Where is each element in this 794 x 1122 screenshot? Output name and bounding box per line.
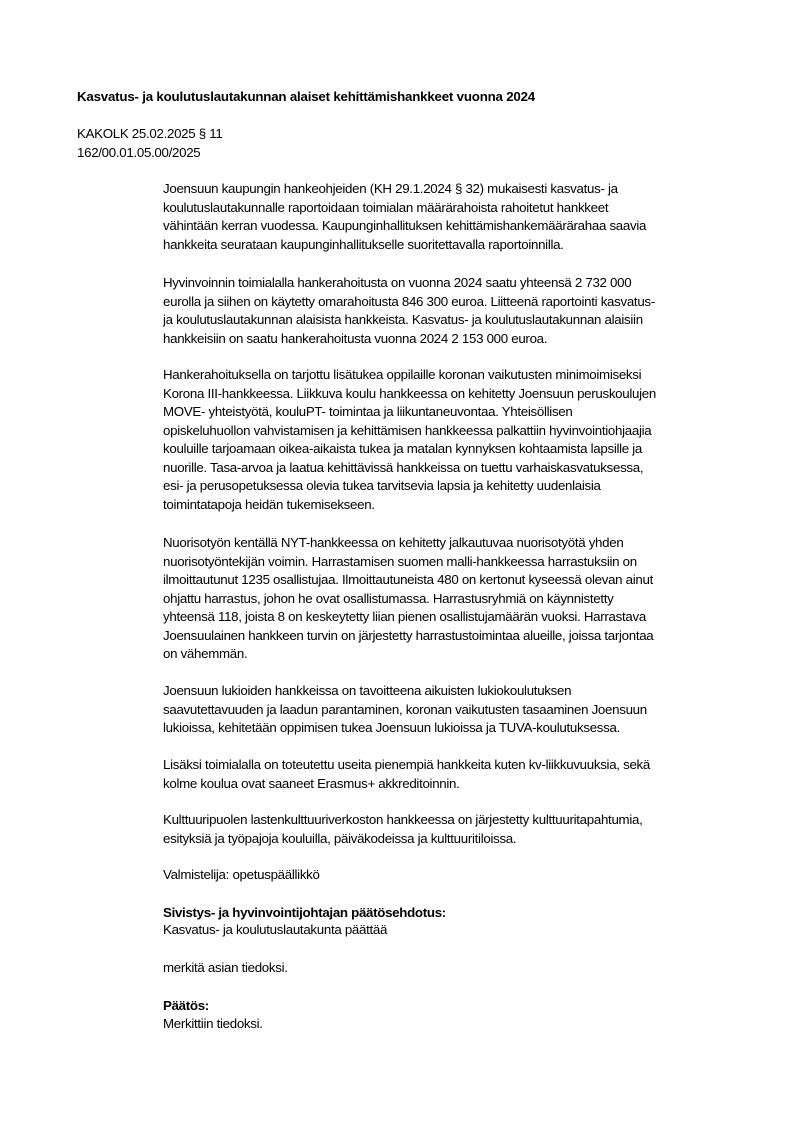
- paragraph-funding-totals: [163, 274, 763, 348]
- text-line: Lisäksi toimialalla on toteutettu useita pienempiä hankkeita kuten kv-liikkuvuuksia, sekä: [163, 757, 650, 772]
- paragraph-support-projects: [163, 366, 763, 514]
- text-line: Hyvinvoinnin toimialalla hankerahoitusta on vuonna 2024 saatu yhteensä 2 732 000: [163, 275, 632, 290]
- text-line: Nuorisotyön kentällä NYT-hankkeessa on kehitetty jalkautuvaa nuorisotyötä yhden: [163, 535, 624, 550]
- text-line: ilmoittautunut 1235 osallistujaa. Ilmoittautuneista 480 on kertonut kyseessä olevan ainut: [163, 572, 653, 587]
- text-line: nuorisotyöntekijän voimin. Harrastamisen suomen malli-hankkeessa harrastuksiin on: [163, 553, 637, 569]
- text-line: nuorille. Tasa-arvoa ja laatua kehittävissä hankkeissa on tuettu varhaiskasvatuksessa,: [163, 459, 644, 475]
- text-line: kolme koulua ovat saaneet Erasmus+ akkreditoinnin.: [163, 775, 460, 791]
- text-line: ja koulutuslautakunnan alaisista hankkeista. Kasvatus- ja koulutuslautakunnan alaisiin: [163, 312, 643, 327]
- record-number: 162/00.01.05.00/2025: [77, 145, 201, 160]
- paragraph-project-guidelines: [163, 180, 763, 254]
- text-line: Joensuun lukioiden hankkeissa on tavoitteena aikuisten lukiokoulutuksen: [163, 683, 572, 698]
- text-line: esi- ja perusopetuksessa olevia tukea tarvitsevia lapsia ja kehitetty uudenlaisia: [163, 478, 601, 493]
- text-line: vähintään kerran vuodessa. Kaupunginhallituksen kehittämishankemäärärahaa saavia: [163, 218, 647, 233]
- text-line: ohjattu harrastus, johon he ovat osallistumassa. Harrastusryhmiä on käynnistetty: [163, 590, 614, 606]
- text-line: koulutuslautakunnalle raportoidaan toimialan määrärahoista rahoitetut hankkeet: [163, 199, 609, 215]
- text-line: Kulttuuripuolen lastenkulttuuriverkoston hankkeessa on järjestetty kulttuuritapahtumia,: [163, 812, 643, 827]
- decision-text: Merkittiin tiedoksi.: [163, 1016, 263, 1031]
- text-line: esityksiä ja työpajoja kouluilla, päiväkodeissa ja kulttuuritiloissa.: [163, 830, 517, 846]
- meeting-reference: KAKOLK 25.02.2025 § 11: [77, 126, 223, 141]
- text-line: saavutettavuuden ja laadun parantaminen, koronan vaikutusten tasaaminen Joensuun: [163, 701, 647, 717]
- text-line: Korona III-hankkeessa. Liikkuva koulu hankkeessa on kehitetty Joensuun peruskoulujen: [163, 385, 656, 401]
- text-line: Joensuulainen hankkeen turvin on järjestetty harrastustoimintaa alueille, joissa tarjontaa: [163, 627, 654, 643]
- text-line: yhteensä 118, joista 8 on keskeytetty liian pienen osallistujamäärän vuoksi. Harrastava: [163, 609, 646, 624]
- decision-heading: Päätös:: [163, 998, 209, 1013]
- text-line: eurolla ja siihen on käytetty omarahoitusta 846 300 euroa. Liitteenä raportointi kasvatus-: [163, 293, 655, 309]
- proposal-resolution: merkitä asian tiedoksi.: [163, 960, 288, 975]
- proposal-text: Kasvatus- ja koulutuslautakunta päättää: [163, 922, 388, 937]
- text-line: kouluille tarjoamaan oikea-aikaista tukea ja matalan kynnyksen kohtaamista lapsille ja: [163, 441, 643, 456]
- proposal-heading: Sivistys- ja hyvinvointijohtajan päätösehdotus:: [163, 905, 446, 920]
- text-line: hankkeisiin on saatu hankerahoitusta vuonna 2024 2 153 000 euroa.: [163, 330, 548, 346]
- text-line: opiskeluhuollon vahvistamisen ja kehittämisen hankkeessa palkattiin hyvinvointiohjaajia: [163, 422, 652, 438]
- preparer-line: Valmistelija: opetuspäällikkö: [163, 867, 320, 882]
- text-line: lukioissa, kehitetään oppimisen tukea Joensuun lukioissa ja TUVA-koulutuksessa.: [163, 720, 620, 735]
- document-title: Kasvatus- ja koulutuslautakunnan alaiset kehittämishankkeet vuonna 2024: [77, 89, 536, 104]
- paragraph-smaller-projects: [163, 756, 763, 793]
- text-line: hankkeita seurataan kaupunginhallitukselle suoritettavalla raportoinnilla.: [163, 236, 564, 252]
- text-line: toimintatapoja heidän tukemisekseen.: [163, 496, 375, 512]
- paragraph-youth-work: [163, 534, 763, 664]
- paragraph-culture: [163, 811, 763, 848]
- text-line: Hankerahoituksella on tarjottu lisätukea oppilaille koronan vaikutusten minimoimiseksi: [163, 367, 642, 382]
- text-line: MOVE- yhteistyötä, kouluPT- toimintaa ja liikuntaneuvontaa. Yhteisöllisen: [163, 404, 573, 419]
- text-line: Joensuun kaupungin hankeohjeiden (KH 29.1.2024 § 32) mukaisesti kasvatus- ja: [163, 181, 618, 196]
- text-line: on vähemmän.: [163, 646, 248, 661]
- paragraph-upper-secondary: [163, 682, 763, 738]
